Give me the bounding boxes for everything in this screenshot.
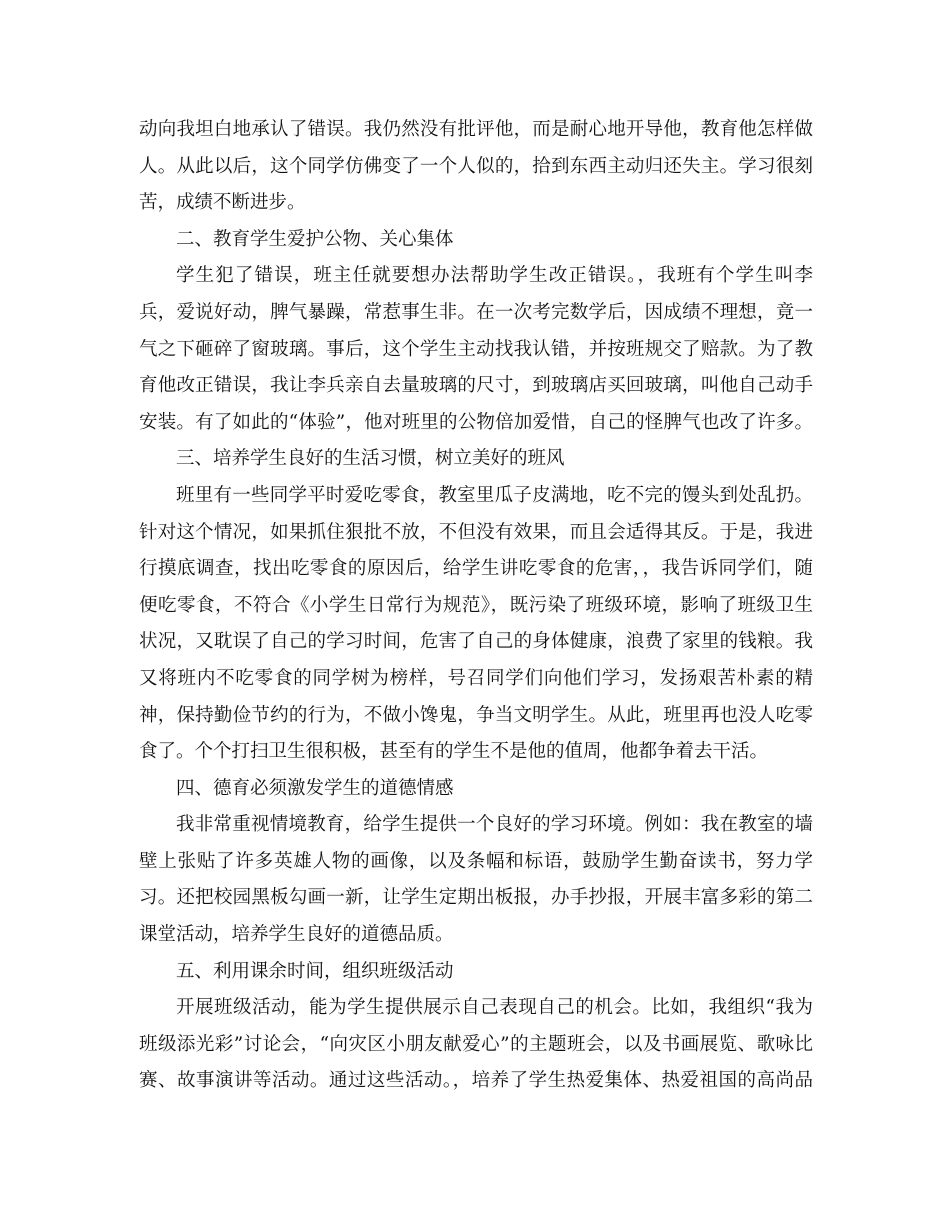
text-line: 行摸底调查，找出吃零食的原因后，给学生讲吃零食的危害，，我告诉同学们，随: [139, 558, 813, 580]
text-line: 气之下砸碎了窗玻璃。事后，这个学生主动找我认错，并按班规交了赔款。为了教: [139, 338, 813, 360]
section-heading: 三、培养学生良好的生活习惯，树立美好的班风: [176, 448, 565, 470]
text-line: 开展班级活动，能为学生提供展示自己表现自己的机会。比如，我组织“我为: [176, 997, 813, 1019]
text-line: 赛、故事演讲等活动。通过这些活动。，培养了学生热爱集体、热爱祖国的高尚品: [139, 1070, 813, 1092]
section-heading: 五、利用课余时间，组织班级活动: [176, 960, 454, 982]
text-line: 班级添光彩”讨论会，“向灾区小朋友献爱心”的主题班会，以及书画展览、歌咏比: [139, 1033, 813, 1055]
section-heading: 四、德育必须激发学生的道德情感: [176, 777, 454, 799]
section-heading: 二、教育学生爱护公物、关心集体: [176, 228, 454, 250]
text-line: 课堂活动，培养学生良好的道德品质。: [139, 924, 454, 946]
text-line: 苦，成绩不断进步。: [139, 192, 306, 214]
text-line: 食了。个个打扫卫生很积极，甚至有的学生不是他的值周，他都争着去干活。: [139, 741, 769, 763]
text-line: 人。从此以后，这个同学仿佛变了一个人似的，拾到东西主动归还失主。学习很刻: [139, 155, 813, 177]
text-line: 班里有一些同学平时爱吃零食，教室里瓜子皮满地，吃不完的馒头到处乱扔。: [176, 484, 813, 506]
text-line: 兵，爱说好动，脾气暴躁，常惹事生非。在一次考完数学后，因成绩不理想，竟一: [139, 301, 813, 323]
text-line: 学生犯了错误，班主任就要想办法帮助学生改正错误。，我班有个学生叫李: [176, 265, 813, 287]
text-line: 习。还把校园黑板勾画一新，让学生定期出板报，办手抄报，开展丰富多彩的第二: [139, 887, 813, 909]
text-line: 安装。有了如此的“体验”，他对班里的公物倍加爱惜，自己的怪脾气也改了许多。: [139, 411, 813, 433]
text-line: 动向我坦白地承认了错误。我仍然没有批评他，而是耐心地开导他，教育他怎样做: [139, 119, 813, 140]
text-line: 壁上张贴了许多英雄人物的画像，以及条幅和标语，鼓励学生勤奋读书，努力学: [139, 850, 813, 872]
text-line: 育他改正错误，我让李兵亲自去量玻璃的尺寸，到玻璃店买回玻璃，叫他自己动手: [139, 375, 813, 397]
text-line: 便吃零食，不符合《小学生日常行为规范》，既污染了班级环境，影响了班级卫生: [139, 594, 813, 616]
document-page: [139, 112, 813, 1100]
text-line: 又将班内不吃零食的同学树为榜样，号召同学们向他们学习，发扬艰苦朴素的精: [139, 667, 813, 689]
text-line: 状况，又耽误了自己的学习时间，危害了自己的身体健康，浪费了家里的钱粮。我: [139, 631, 813, 653]
text-line: 针对这个情况，如果抓住狠批不放，不但没有效果，而且会适得其反。于是，我进: [139, 521, 813, 543]
text-line: 神，保持勤俭节约的行为，不做小馋鬼，争当文明学生。从此，班里再也没人吃零: [139, 704, 813, 726]
text-line: 我非常重视情境教育，给学生提供一个良好的学习环境。例如：我在教室的墙: [176, 814, 813, 836]
